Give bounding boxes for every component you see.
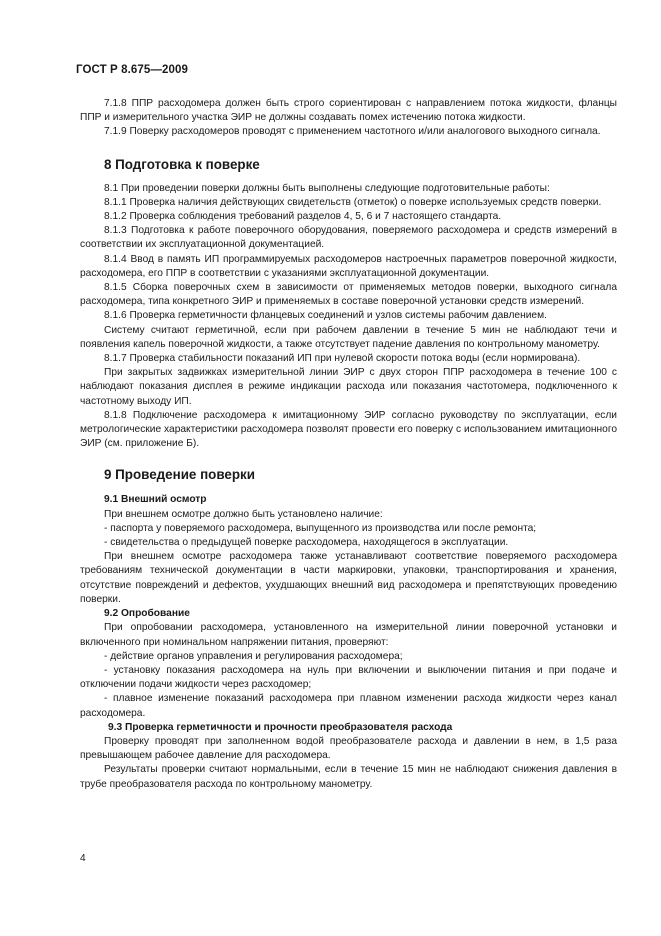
standard-header: ГОСТ Р 8.675—2009 [76, 64, 188, 76]
page-content [80, 97, 617, 792]
paragraph-8-1-4: 8.1.4 Ввод в память ИП программируемых расходомеров настроечных параметров поверочной жидкости, расходомера, его ППР в соответствии с указаниями эксплуатационной документации. [80, 253, 617, 279]
paragraph-8-1-5: 8.1.5 Сборка поверочных схем в зависимости от применяемых методов поверки, выходного сигнала расходомера, типа конкретного ЭИР и применяемых в составе поверочной установки средств измерений. [80, 282, 617, 308]
paragraph-8-1-2: 8.1.2 Проверка соблюдения требований разделов 4, 5, 6 и 7 настоящего стандарта. [104, 211, 502, 223]
paragraph-7-1-9: 7.1.9 Поверку расходомеров проводят с применением частотного и/или аналогового выходного сигнала. [104, 126, 601, 138]
subsection-9-1-heading: 9.1 Внешний осмотр [104, 494, 207, 506]
paragraph-8-1-8: 8.1.8 Подключение расходомера к имитационному ЭИР согласно руководству по эксплуатации, если метрологические характеристики расходомера позволят провести его поверку с использованием имитационного ЭИР (см. приложение Б). [80, 409, 617, 450]
subsection-9-3-heading: 9.3 Проверка герметичности и прочности преобразователя расхода [108, 721, 453, 733]
paragraph-7-1-8: 7.1.8 ППР расходомера должен быть строго сориентирован с направлением потока жидкости, фланцы ППР и измерительного участка ЭИР не должны создавать помех истечению потока жидкости. [80, 98, 617, 124]
section-9-heading: 9 Проведение поверки [104, 467, 255, 483]
list-item: - установку показания расходомера на нуль при включении и выключении питания и при подаче и отключении подачи жидкости через расходомер; [80, 664, 617, 691]
list-item: - действие органов управления и регулирования расходомера; [104, 650, 403, 662]
list-item: - плавное изменение показаний расходомера при плавном изменении расхода жидкости через канал расходомера. [80, 693, 617, 719]
paragraph-8-1-7: 8.1.7 Проверка стабильности показаний ИП при нулевой скорости потока воды (если нормирована). [104, 353, 581, 365]
paragraph-8-1-7-detail: При закрытых задвижках измерительной линии ЭИР с двух сторон ППР расходомера в течение 100 с наблюдают показания дисплея в режиме индикации расхода или показания частотомера, подключенного к частотному выходу ИП. [80, 367, 617, 407]
paragraph-8-1-1: 8.1.1 Проверка наличия действующих свидетельств (отметок) о поверке используемых средств поверки. [104, 196, 602, 208]
paragraph-9-1-intro: При внешнем осмотре должно быть установлено наличие: [104, 508, 383, 520]
subsection-9-2-heading: 9.2 Опробование [104, 608, 190, 620]
list-item: - свидетельства о предыдущей поверке расходомера, находящегося в эксплуатации. [104, 537, 509, 549]
paragraph-9-1-body: При внешнем осмотре расходомера также устанавливают соответствие поверяемого расходомера требованиям технической документации в части маркировки, упаковки, транспортирования и хранения, отсутствие повреждений и дефектов, ухудшающих внешний вид расходомера и препятствующих проведению поверки. [80, 551, 617, 605]
section-8-heading: 8 Подготовка к поверке [104, 156, 260, 172]
list-item: - паспорта у поверяемого расходомера, выпущенного из производства или после ремонта; [104, 522, 537, 534]
page-number: 4 [80, 853, 86, 864]
paragraph-9-3-result: Результаты проверки считают нормальными, если в течение 15 мин не наблюдают снижения давления в трубе преобразователя расхода по контрольному манометру. [80, 764, 617, 790]
paragraph-9-3-intro: Проверку проводят при заполненном водой преобразователе расхода и давлении в нем, в 1,5 раза превышающем рабочее давление для расходомера. [80, 735, 617, 762]
paragraph-9-2-intro: При опробовании расходомера, установленного на измерительной линии поверочной установки и включенного при номинальном напряжении питания, проверяют: [80, 622, 617, 648]
paragraph-8-1-3: 8.1.3 Подготовка к работе поверочного оборудования, поверяемого расходомера и средств измерений в соответствии их эксплуатационной документацией. [80, 225, 617, 251]
paragraph-8-1-6: 8.1.6 Проверка герметичности фланцевых соединений и узлов системы рабочим давлением. [104, 310, 547, 322]
paragraph-8-1: 8.1 При проведении поверки должны быть выполнены следующие подготовительные работы: [104, 182, 550, 194]
paragraph-8-1-6-detail: Систему считают герметичной, если при рабочем давлении в течение 5 мин не наблюдают течи и появления капель поверочной жидкости, а также отсутствует падение давления по контрольному манометру. [80, 324, 617, 350]
